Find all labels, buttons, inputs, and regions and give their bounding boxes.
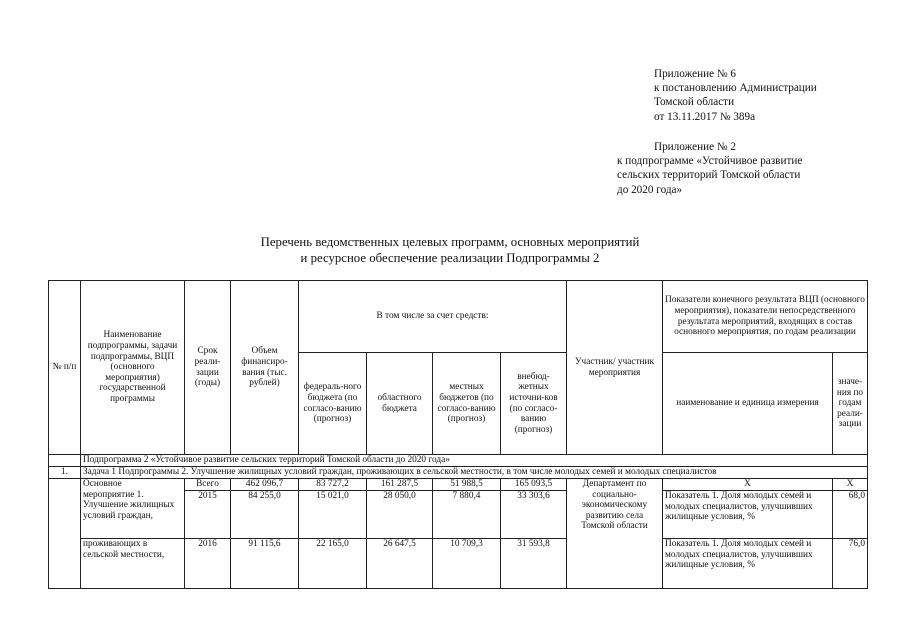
row-regional: 161 287,5: [367, 479, 433, 491]
measure-name-cont: проживающих в сельской местности,: [81, 539, 185, 589]
row-volume: 84 255,0: [231, 491, 299, 539]
row-indicator: Показатель 1. Доля молодых семей и молодых специалистов, улучшивших жилищные условия, %: [663, 491, 833, 539]
row-federal: 15 021,0: [299, 491, 367, 539]
header-volume: Объем финансиро-вания (тыс. рублей): [231, 281, 299, 455]
appendix-2-line: к подпрограмме «Устойчивое развитие: [617, 155, 803, 168]
page-cutoff: [0, 598, 905, 640]
measure-name: [81, 479, 185, 539]
appendix-2-line: до 2020 года»: [617, 183, 683, 196]
header-offbudget: внебюд-жетных источни-ков (по согласо-ванию (прогноз): [501, 353, 567, 455]
row-local: 51 988,5: [433, 479, 501, 491]
row-offbudget: 33 303,6: [501, 491, 567, 539]
header-participant: Участник/ участник мероприятия: [567, 281, 663, 455]
appendix-6-date: от 13.11.2017 № 389а: [654, 110, 756, 123]
header-indicator-value: значе-ния по годам реали-зации: [833, 353, 868, 455]
measure-num-cell: [49, 479, 81, 589]
appendix-6-title: Приложение № 6: [654, 68, 736, 80]
row-federal: 83 727,2: [299, 479, 367, 491]
row-term: Всего: [185, 479, 231, 491]
appendix-6-line: Томской области: [654, 96, 735, 109]
program-table: [48, 280, 868, 589]
task-num: 1.: [49, 467, 81, 479]
row-indicator-value: Х: [833, 479, 868, 491]
task-row: Задача 1 Подпрограммы 2. Улучшение жилищных условий граждан, проживающих в сельской местности, в том числе молодых семей и молодых специалистов: [81, 467, 868, 479]
header-indicators: Показатели конечного результата ВЦП (основного мероприятия), показатели непосредственного результата мероприятий, входящих в состав основного мероприятия, по годам реализации: [663, 281, 868, 353]
row-federal: 22 165,0: [299, 539, 367, 589]
header-num: № п/п: [49, 281, 81, 455]
row-local: 10 709,3: [433, 539, 501, 589]
appendix-2-block: [617, 140, 843, 197]
header-term: Срок реали-зации (годы): [185, 281, 231, 455]
title-line-2: и ресурсное обеспечение реализации Подпрограммы 2: [300, 251, 600, 265]
row-offbudget: 165 093,5: [501, 479, 567, 491]
row-local: 7 880,4: [433, 491, 501, 539]
measure-name-line: мероприятие 1. Улучшение жилищных условий граждан,: [83, 489, 175, 521]
document-title: [150, 234, 750, 266]
row-indicator-value: 76,0: [833, 539, 868, 589]
appendix-6-line: к постановлению Администрации: [654, 82, 817, 95]
header-regional: областного бюджета: [367, 353, 433, 455]
measure-name-line: Основное: [83, 479, 122, 489]
appendix-6-block: [654, 67, 854, 124]
row-regional: 26 647,5: [367, 539, 433, 589]
subprogram-num-cell: [49, 455, 81, 467]
row-volume: 91 115,6: [231, 539, 299, 589]
row-indicator: Показатель 1. Доля молодых семей и молодых специалистов, улучшивших жилищные условия, %: [663, 539, 833, 589]
appendix-2-line: сельских территорий Томской области: [617, 169, 801, 182]
row-term: 2016: [185, 539, 231, 589]
row-regional: 28 050,0: [367, 491, 433, 539]
title-line-1: Перечень ведомственных целевых программ, основных мероприятий: [260, 235, 640, 249]
measure-participant: Департамент по социально-экономическому развитию села Томской области: [567, 479, 663, 589]
row-indicator-value: 68,0: [833, 491, 868, 539]
header-indicator-name: наименование и единица измерения: [663, 353, 833, 455]
row-indicator: Х: [663, 479, 833, 491]
row-offbudget: 31 593,8: [501, 539, 567, 589]
row-volume: 462 096,7: [231, 479, 299, 491]
subprogram-row: Подпрограмма 2 «Устойчивое развитие сельских территорий Томской области до 2020 года»: [81, 455, 868, 467]
row-term: 2015: [185, 491, 231, 539]
appendix-2-title: Приложение № 2: [654, 141, 736, 153]
header-federal: федераль-ного бюджета (по согласо-ванию (прогноз): [299, 353, 367, 455]
header-name: Наименование подпрограммы, задачи подпрограммы, ВЦП (основного мероприятия) государственной программы: [81, 281, 185, 455]
header-sources: В том числе за счет средств:: [299, 281, 567, 353]
header-local: местных бюджетов (по согласо-ванию (прогноз): [433, 353, 501, 455]
